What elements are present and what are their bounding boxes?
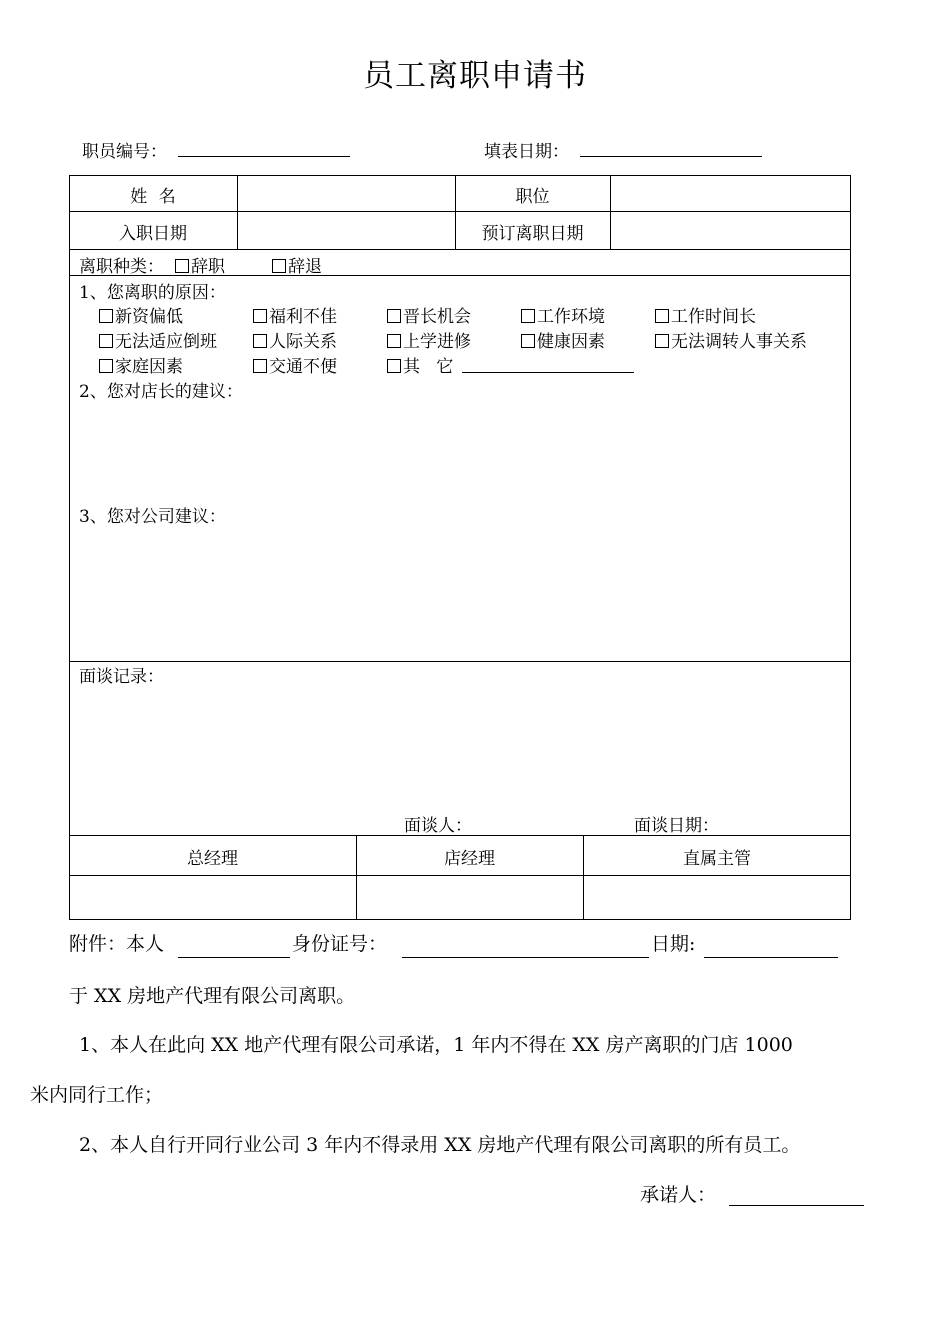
id-number-label: 身份证号： [292, 933, 388, 955]
promise-2: 2、本人自行开同行业公司 3 年内不得录用 XX 房地产代理有限公司离职的所有员工。 [79, 1134, 801, 1156]
reason-option[interactable]: 晋长机会 [387, 302, 471, 327]
checkbox-icon [387, 359, 401, 373]
promise-1-continued: 米内同行工作； [30, 1084, 164, 1106]
checkbox-icon [99, 359, 113, 373]
checkbox-icon [253, 309, 267, 323]
leave-statement: 于 XX 房地产代理有限公司离职。 [69, 985, 356, 1007]
planned-leave-date-label: 预订离职日期 [481, 224, 584, 244]
leave-type-resign-option[interactable]: 辞职 [175, 252, 225, 277]
other-reason-field[interactable] [462, 372, 634, 373]
checkbox-icon [175, 259, 189, 273]
hire-date-field[interactable] [238, 212, 454, 248]
company-suggestion-label: 3、您对公司建议： [79, 507, 226, 527]
general-manager-signature-field[interactable] [70, 876, 355, 919]
direct-supervisor-signature-field[interactable] [584, 876, 850, 919]
checkbox-icon [387, 309, 401, 323]
checkbox-icon [99, 309, 113, 323]
store-manager-signature-field[interactable] [357, 876, 582, 919]
id-number-field[interactable] [402, 957, 649, 958]
checkbox-icon [655, 334, 669, 348]
position-label: 职位 [515, 187, 550, 207]
checkbox-icon [655, 309, 669, 323]
checkbox-icon [253, 334, 267, 348]
checkbox-icon [387, 334, 401, 348]
checkbox-icon [99, 334, 113, 348]
planned-leave-date-field[interactable] [611, 212, 850, 248]
reason-option[interactable]: 交通不便 [253, 352, 337, 377]
general-manager-label: 总经理 [187, 849, 238, 869]
employee-id-label: 职员编号： [82, 142, 167, 162]
hire-date-label: 入职日期 [119, 224, 187, 244]
checkbox-icon [521, 334, 535, 348]
reason-option[interactable]: 福利不佳 [253, 302, 337, 327]
interview-date-label: 面谈日期： [634, 816, 719, 836]
promise-1: 1、本人在此向 XX 地产代理有限公司承诺，1 年内不得在 XX 房产离职的门店 1000 [79, 1034, 793, 1056]
attachment-label: 附件：本人 [69, 933, 165, 955]
reason-option[interactable]: 家庭因素 [99, 352, 183, 377]
reason-option[interactable]: 无法调转人事关系 [655, 327, 807, 352]
footer-date-field[interactable] [704, 957, 838, 958]
reason-option[interactable]: 工作环境 [521, 302, 605, 327]
company-suggestion-field[interactable] [75, 526, 845, 656]
name-label: 姓 名 [130, 187, 176, 207]
checkbox-icon [272, 259, 286, 273]
promiser-label: 承诺人： [640, 1184, 717, 1206]
name-field[interactable] [238, 176, 454, 210]
leave-type-label: 离职种类： [79, 257, 164, 277]
reason-option[interactable]: 工作时间长 [655, 302, 756, 327]
checkbox-icon [521, 309, 535, 323]
direct-supervisor-label: 直属主管 [683, 849, 751, 869]
fill-date-label: 填表日期： [484, 142, 569, 162]
position-field[interactable] [611, 176, 850, 210]
attachment-name-field[interactable] [178, 957, 290, 958]
manager-suggestion-field[interactable] [75, 400, 845, 495]
store-manager-label: 店经理 [444, 849, 495, 869]
employee-id-field[interactable] [178, 156, 350, 157]
reason-option[interactable]: 健康因素 [521, 327, 605, 352]
reasons-heading: 1、您离职的原因： [79, 283, 226, 303]
interview-record-label: 面谈记录： [79, 667, 164, 687]
page-title: 员工离职申请书 [363, 58, 587, 94]
footer-date-label: 日期: [651, 933, 696, 955]
reason-option[interactable]: 无法适应倒班 [99, 327, 217, 352]
interviewer-label: 面谈人： [404, 816, 472, 836]
reason-option[interactable]: 新资偏低 [99, 302, 183, 327]
leave-type-dismissal-option[interactable]: 辞退 [272, 252, 322, 277]
reason-option[interactable]: 人际关系 [253, 327, 337, 352]
fill-date-field[interactable] [580, 156, 762, 157]
reason-option[interactable]: 上学进修 [387, 327, 471, 352]
interview-record-field[interactable] [75, 688, 845, 806]
promiser-field[interactable] [729, 1205, 864, 1206]
reason-option-other[interactable]: 其 它 [387, 352, 453, 377]
manager-suggestion-label: 2、您对店长的建议： [79, 382, 243, 402]
checkbox-icon [253, 359, 267, 373]
